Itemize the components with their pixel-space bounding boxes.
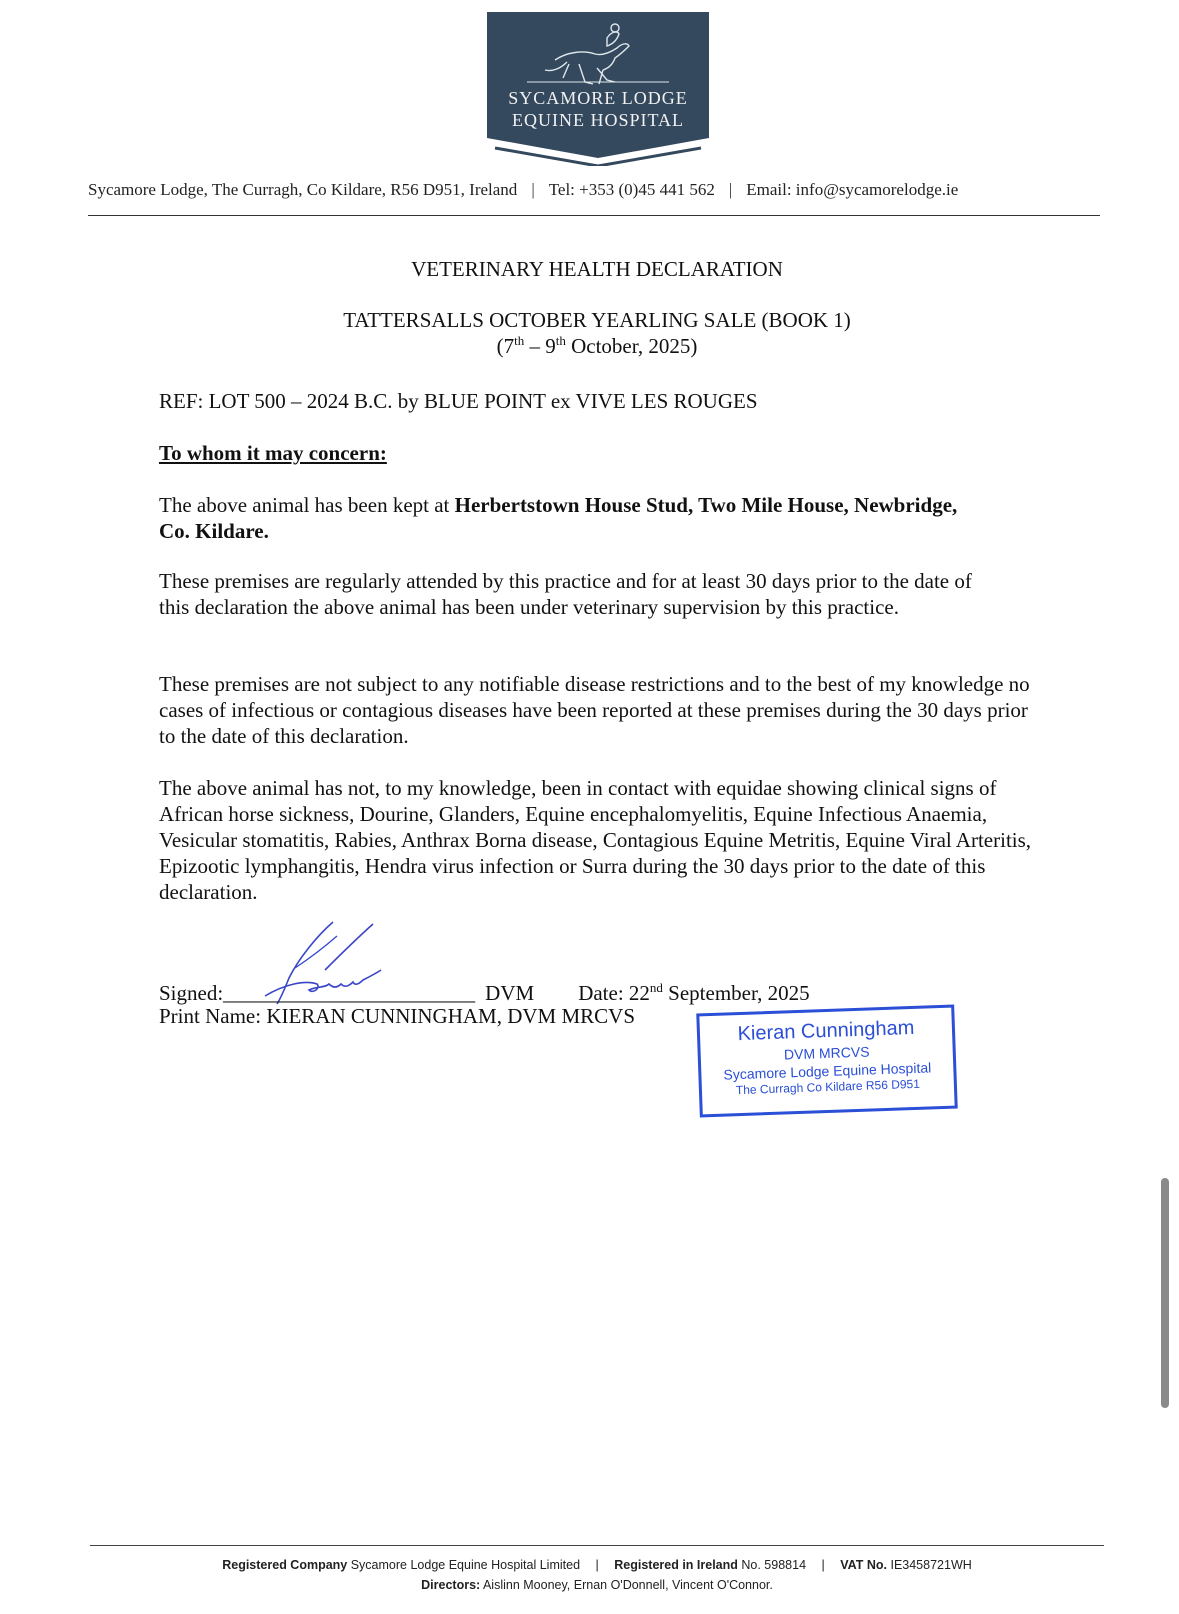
paragraph-premises: The above animal has been kept at Herbertstown House Stud, Two Mile House, Newbridge, Co. Kildare.	[159, 493, 958, 543]
paragraph-restrictions: These premises are not subject to any notifiable disease restrictions and to the best of my knowledge no cases of infectious or contagious diseases have been reported at these premises during the 30 days prior to the date of this declaration.	[159, 672, 1030, 748]
stamp-name: Kieran Cunningham	[737, 1016, 915, 1046]
separator: |	[728, 180, 733, 199]
paragraph-contact: The above animal has not, to my knowledge, been in contact with equidae showing clinical signs of African horse sickness, Dourine, Glanders, Equine encephalomyelitis, Equine Infectious Anaemia, Vesicular stomatitis, Rabies, Anthrax Borna disease, Contagious Equine Metritis, Equine Viral Arteritis, Epizootic lymphangitis, Hendra virus infection or Surra during the 30 days prior to the date of this declaration.	[159, 776, 1032, 904]
logo-line-1: SYCAMORE LODGE	[508, 88, 688, 108]
header-rule	[88, 215, 1100, 216]
hospital-address: Sycamore Lodge, The Curragh, Co Kildare, R56 D951, Ireland	[88, 180, 518, 199]
vertical-scrollbar[interactable]	[1161, 1178, 1169, 1408]
stamp-address: The Curragh Co Kildare R56 D951	[735, 1076, 921, 1098]
signature-line	[159, 980, 810, 1006]
letterhead-contact	[88, 180, 1098, 200]
print-name: Print Name: KIERAN CUNNINGHAM, DVM MRCVS	[159, 1004, 636, 1028]
stamp-qualification: DVM MRCVS	[783, 1043, 870, 1063]
footer-rule	[90, 1545, 1104, 1546]
signature-blank: ________________________	[223, 981, 476, 1005]
salutation: To whom it may concern:	[159, 441, 387, 465]
lot-reference: REF: LOT 500 – 2024 B.C. by BLUE POINT ex VIVE LES ROUGES	[159, 389, 758, 413]
stamp-practice: Sycamore Lodge Equine Hospital	[723, 1059, 932, 1083]
document-title: VETERINARY HEALTH DECLARATION	[411, 257, 783, 281]
footer-registration: Registered Company Sycamore Lodge Equine Hospital Limited | Registered in Ireland No. 598814 | VAT No. IE3458721WH	[222, 1558, 972, 1572]
hospital-phone: Tel: +353 (0)45 441 562	[548, 180, 715, 199]
footer-directors: Directors: Aislinn Mooney, Ernan O'Donnell, Vincent O'Connor.	[421, 1578, 773, 1592]
sale-dates: (7th – 9th October, 2025)	[496, 333, 698, 358]
signed-label: Signed:	[159, 981, 224, 1005]
dvm-label: DVM	[485, 981, 535, 1005]
logo-line-2: EQUINE HOSPITAL	[511, 110, 685, 130]
signature-date: Date: 22nd September, 2025	[578, 980, 810, 1005]
official-stamp	[696, 1005, 957, 1118]
separator: |	[531, 180, 535, 199]
sale-title: TATTERSALLS OCTOBER YEARLING SALE (BOOK 1)	[343, 308, 851, 332]
paragraph-supervision: These premises are regularly attended by this practice and for at least 30 days prior to the date of this declaration the above animal has been under veterinary supervision by this practice.	[159, 569, 972, 619]
hospital-email: Email: info@sycamorelodge.ie	[746, 180, 959, 199]
hospital-logo	[487, 12, 709, 166]
